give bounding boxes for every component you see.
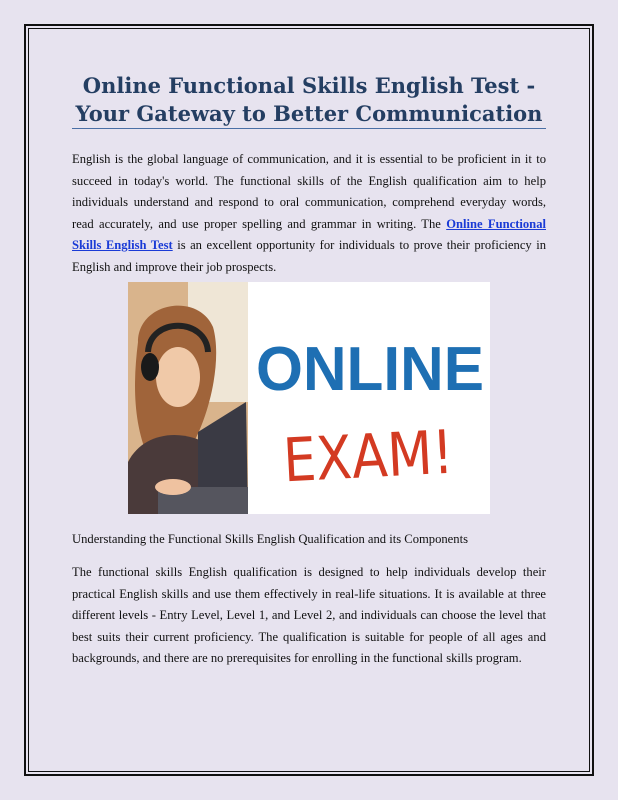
headphones-cup [141, 353, 159, 381]
hero-illustration [128, 282, 490, 514]
online-word: ONLINE [256, 335, 484, 404]
page-title: Online Functional Skills English Test - Your Gateway to Better Communication [75, 73, 543, 126]
title-divider [72, 128, 546, 129]
intro-text-end: is an excellent opportunity for individuals to prove their proficiency in English and improve their job prospects. [72, 238, 546, 274]
intro-text-start: English is the global language of communication, and it is essential to be proficient in it to succeed in today's world. The functional skills of the English qualification aim to help individuals understand and respond to oral communication, comprehend everyday words, read accurately, and use proper spelling and grammar in writing. The [72, 152, 546, 231]
online-test-link[interactable]: Online Functional Skills English Test [72, 216, 546, 253]
face [156, 347, 200, 407]
exam-word: EXAM! [281, 416, 481, 497]
intro-paragraph [72, 149, 546, 279]
hand [155, 479, 191, 495]
section-heading: Understanding the Functional Skills English Qualification and its Components [72, 532, 468, 546]
body-paragraph: The functional skills English qualification is designed to help individuals develop their practical English skills and use them effectively in real-life situations. It is available at three different levels - Entry Level, Level 1, and Level 2, and individuals can choose the level that best suits their current proficiency. The qualification is suitable for people of all ages and backgrounds, and there are no prerequisites for enrolling in the functional skills program. [72, 565, 546, 666]
online-exam-image [128, 282, 490, 514]
